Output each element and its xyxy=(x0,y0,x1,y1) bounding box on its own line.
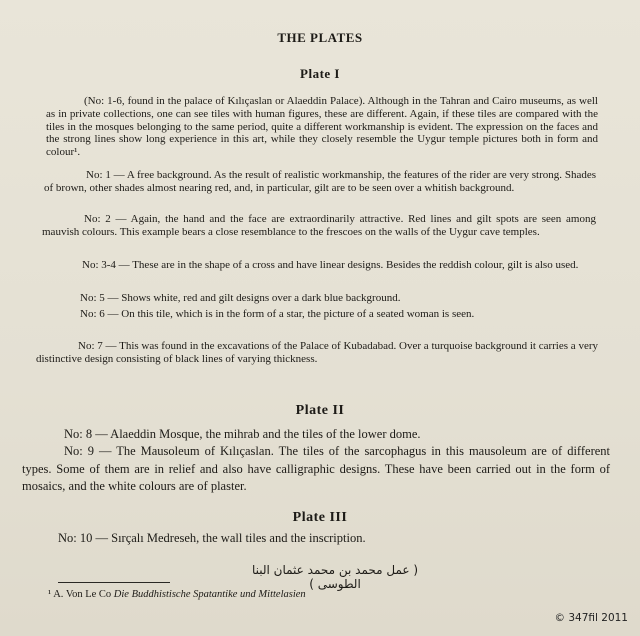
plate-3-title: Plate III xyxy=(292,510,348,525)
plate-1-item-5: No: 5 — Shows white, red and gilt designs over a dark blue background. xyxy=(80,292,401,304)
plate-2-item-8: No: 8 — Alaeddin Mosque, the mihrab and the tiles of the lower dome. xyxy=(64,427,421,441)
plate-2-title: Plate II xyxy=(295,403,345,418)
plate-1-item-6: No: 6 — On this tile, which is in the form of a star, the picture of a seated woman is seen. xyxy=(80,308,475,320)
plate-1-item-1: No: 1 — A free background. As the result of realistic workmanship, the features of the rider are very strong. Shades of brown, other shades almost nearing red, and, in particular, gilt are to be seen over a whitish background. xyxy=(44,169,596,194)
footnote-book-title: Die Buddhistische Spatantike und Mittelasien xyxy=(113,589,306,600)
plate-2-item-9: No: 9 — The Mausoleum of Kılıçaslan. The tiles of the sarcophagus in this mausoleum are of different types. Some of them are in relief and also have calligraphic designs. These have been carried out in the form of mosaics, and the white colours are of plaster. xyxy=(22,444,610,493)
plate-1-item-3-4: No: 3-4 — These are in the shape of a cross and have linear designs. Besides the reddish colour, gilt is also used. xyxy=(82,259,579,271)
plate-1-title: Plate I xyxy=(300,66,340,81)
footnote xyxy=(48,589,468,600)
page-heading: THE PLATES xyxy=(277,30,363,45)
plate-1-item-2: No: 2 — Again, the hand and the face are extraordinarily attractive. Red lines and gilt spots are seen among mauvish colours. This example bears a close resemblance to the frescoes on the walls of the Uygur cave temples. xyxy=(42,213,596,238)
footnote-author: ¹ A. Von Le Co xyxy=(48,589,112,600)
plate-3-item-10: No: 10 — Sırçalı Medreseh, the wall tiles and the inscription. xyxy=(58,531,366,545)
plate-1-item-7: No: 7 — This was found in the excavations of the Palace of Kubadabad. Over a turquoise background it carries a very distinctive design consisting of black lines of varying thickness. xyxy=(36,340,598,365)
plate-1-intro: (No: 1-6, found in the palace of Kılıçaslan or Alaeddin Palace). Although in the Tahran and Cairo museums, as well as in private collections, one can see tiles with human figures, these are different. Again, if these tiles are compared with the tiles in the mosques belonging to the same period, quite a different workmanship is evident. The expression on the faces and the strong lines show long experience in this art, while they closely resemble the Uygur temple pictures both in form and colour¹. xyxy=(46,95,598,159)
footnote-divider xyxy=(58,582,170,583)
arabic-inscription: ( عمل محمد بن محمد عثمان البنا الطوسى ) xyxy=(251,563,419,591)
copyright-watermark: © 347fil 2011 xyxy=(554,612,628,624)
